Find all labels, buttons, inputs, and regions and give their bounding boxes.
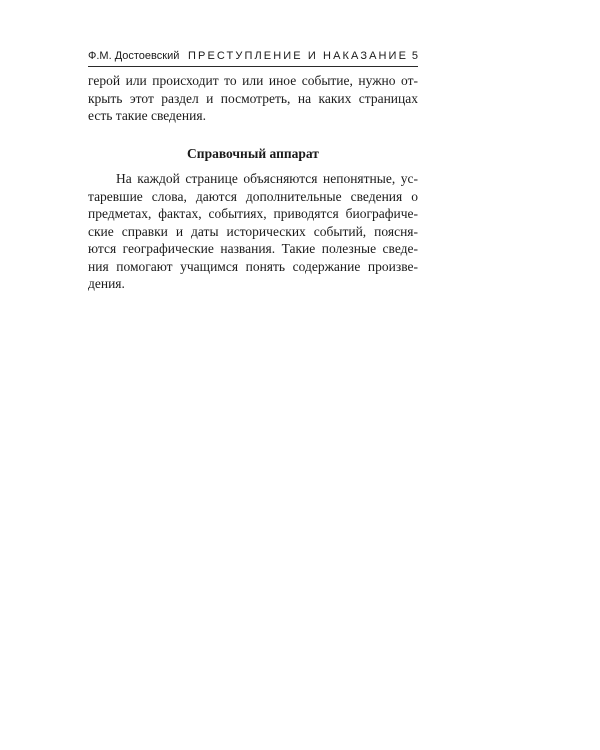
text-line: На каждой странице объясняются непонятные, ус- [116, 171, 418, 186]
section-paragraph [88, 170, 418, 293]
text-line: таревшие слова, даются дополнительные сведения о [88, 188, 418, 204]
text-line: ские справки и даты исторических событий, поясня- [88, 223, 418, 239]
text-line: крыть этот раздел и посмотреть, на каких страницах [88, 90, 418, 106]
continued-paragraph [88, 72, 418, 125]
header-author: Ф.М. Достоевский [88, 50, 180, 62]
text-line: дения. [88, 276, 125, 291]
text-line: ния помогают учащимся понять содержание произве- [88, 258, 418, 274]
text-line: ются географические названия. Такие полезные сведе- [88, 241, 418, 256]
text-line: герой или происходит то или иное событие, нужно от- [88, 73, 418, 88]
text-line: есть такие сведения. [88, 108, 206, 123]
section-heading: Справочный аппарат [187, 145, 319, 161]
text-line: предметах, фактах, событиях, приводятся биографиче- [88, 206, 418, 221]
header-book-title: ПРЕСТУПЛЕНИЕ И НАКАЗАНИЕ [188, 50, 409, 62]
running-header [88, 48, 418, 67]
page-body [88, 72, 418, 293]
page-number: 5 [411, 50, 418, 62]
